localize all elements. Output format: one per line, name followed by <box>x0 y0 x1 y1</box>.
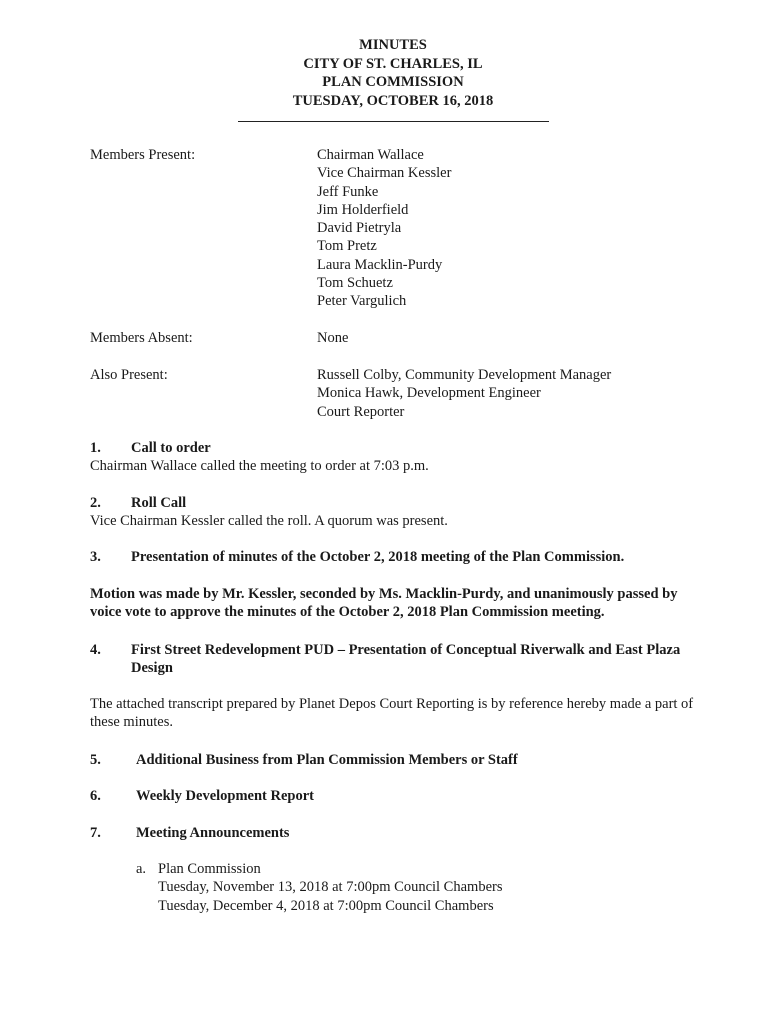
member-name: David Pietryla <box>317 220 402 237</box>
members-present-list <box>317 146 451 311</box>
attendee-name: Monica Hawk, Development Engineer <box>317 385 541 402</box>
item-heading-first-street: First Street Redevelopment PUD – Presentation of Conceptual Riverwalk and East Plaza <box>131 642 681 658</box>
item-heading-roll-call: Roll Call <box>131 495 187 511</box>
item-text: Chairman Wallace called the meeting to order at 7:03 p.m. <box>90 458 429 474</box>
header-body: PLAN COMMISSION <box>322 74 464 90</box>
member-name: Peter Vargulich <box>317 293 407 310</box>
header-title: MINUTES <box>359 37 427 53</box>
announcement-title: Plan Commission <box>158 861 261 877</box>
members-absent-label: Members Absent: <box>90 330 193 346</box>
member-name: Chairman Wallace <box>317 147 424 163</box>
item-number: 5. <box>90 752 101 768</box>
attendee-name: Court Reporter <box>317 403 405 420</box>
also-present-label: Also Present: <box>90 367 168 383</box>
document-header <box>0 36 770 110</box>
member-name: Laura Macklin-Purdy <box>317 256 443 273</box>
item-heading-announcements: Meeting Announcements <box>136 825 290 841</box>
members-present-label: Members Present: <box>90 147 196 163</box>
member-name: Jim Holderfield <box>317 201 409 218</box>
item-number: 2. <box>90 495 101 511</box>
announcement-date: Tuesday, November 13, 2018 at 7:00pm Council Chambers <box>158 879 503 896</box>
item-heading-additional-business: Additional Business from Plan Commission Members or Staff <box>136 752 518 768</box>
announcement-letter: a. <box>136 861 147 877</box>
item-heading-first-street-cont: Design <box>131 660 173 676</box>
item-heading-call-to-order: Call to order <box>131 440 211 456</box>
header-divider <box>238 121 549 122</box>
header-city: CITY OF ST. CHARLES, IL <box>303 55 483 72</box>
item-text: The attached transcript prepared by Planet Depos Court Reporting is by reference hereby made a part of these minutes. <box>90 696 694 730</box>
item-number: 3. <box>90 549 101 565</box>
item-number: 7. <box>90 825 101 841</box>
also-present-list <box>317 366 611 421</box>
item-heading-minutes: Presentation of minutes of the October 2, 2018 meeting of the Plan Commission. <box>131 549 625 565</box>
item-number: 6. <box>90 788 101 804</box>
member-name: Vice Chairman Kessler <box>317 165 452 182</box>
member-name: Jeff Funke <box>317 183 379 200</box>
announcement-block <box>158 860 502 915</box>
motion-text: Motion was made by Mr. Kessler, seconded by Ms. Macklin-Purdy, and unanimously passed by voice vote to approve the minutes of the October 2, 2018 Plan Commission meeting. <box>90 586 678 620</box>
member-name: Tom Pretz <box>317 238 377 255</box>
item-text: Vice Chairman Kessler called the roll. A quorum was present. <box>90 513 448 529</box>
attendee-name: Russell Colby, Community Development Manager <box>317 367 612 383</box>
item-number: 1. <box>90 440 101 456</box>
member-name: Tom Schuetz <box>317 275 393 292</box>
header-date: TUESDAY, OCTOBER 16, 2018 <box>292 92 494 109</box>
item-number: 4. <box>90 642 101 658</box>
item-heading-weekly-report: Weekly Development Report <box>136 788 314 804</box>
members-absent-value: None <box>317 330 349 346</box>
announcement-date: Tuesday, December 4, 2018 at 7:00pm Council Chambers <box>158 897 494 914</box>
